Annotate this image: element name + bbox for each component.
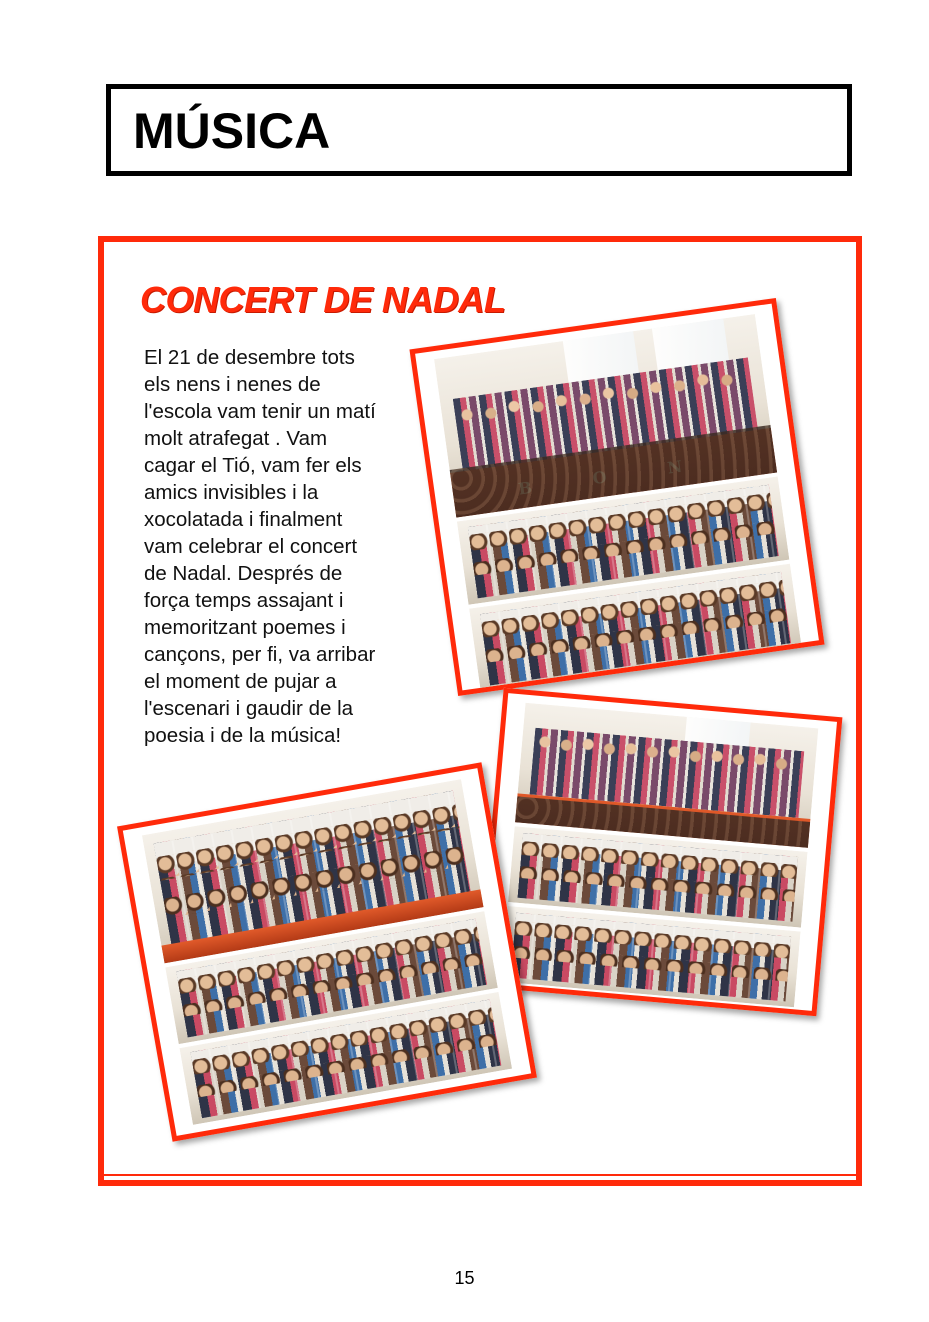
- article-body-line: molt atrafegat . Vam: [144, 427, 328, 450]
- article-body: [144, 344, 434, 749]
- article-title: CONCERT DE NADAL: [140, 279, 506, 320]
- article-body-line: El 21 de desembre tots: [144, 346, 355, 369]
- photo-stage-performance: [515, 703, 818, 848]
- article-body-line: vam celebrar el concert: [144, 535, 358, 558]
- article-body-line: xocolatada i finalment: [144, 508, 343, 531]
- page-number: 15: [454, 1268, 475, 1288]
- article-body-line: amics invisibles i la: [144, 481, 319, 504]
- article-body-line: els nens i nenes de: [144, 373, 321, 396]
- photo-collage-middle-right: [478, 688, 843, 1016]
- article-body-line: l'escola vam tenir un matí: [144, 400, 376, 423]
- article-body-line: força temps assajant i: [144, 589, 344, 612]
- article-body-line: cagar el Tió, vam fer els: [144, 454, 362, 477]
- article-body-line: de Nadal. Després de: [144, 562, 343, 585]
- article-body-line: l'escenari i gaudir de la: [144, 697, 354, 720]
- photo-collage-top-right: [409, 298, 824, 696]
- article-frame: [98, 236, 862, 1186]
- section-header: [106, 84, 852, 176]
- article-body-line: poesia i de la música!: [144, 724, 342, 747]
- article-body-line: memoritzant poemes i: [144, 616, 346, 639]
- section-title: MÚSICA: [133, 103, 331, 159]
- photo-collage-bottom-left: [117, 762, 537, 1141]
- article-body-line: el moment de pujar a: [144, 670, 337, 693]
- article-body-line: cançons, per fi, va arribar: [144, 643, 376, 666]
